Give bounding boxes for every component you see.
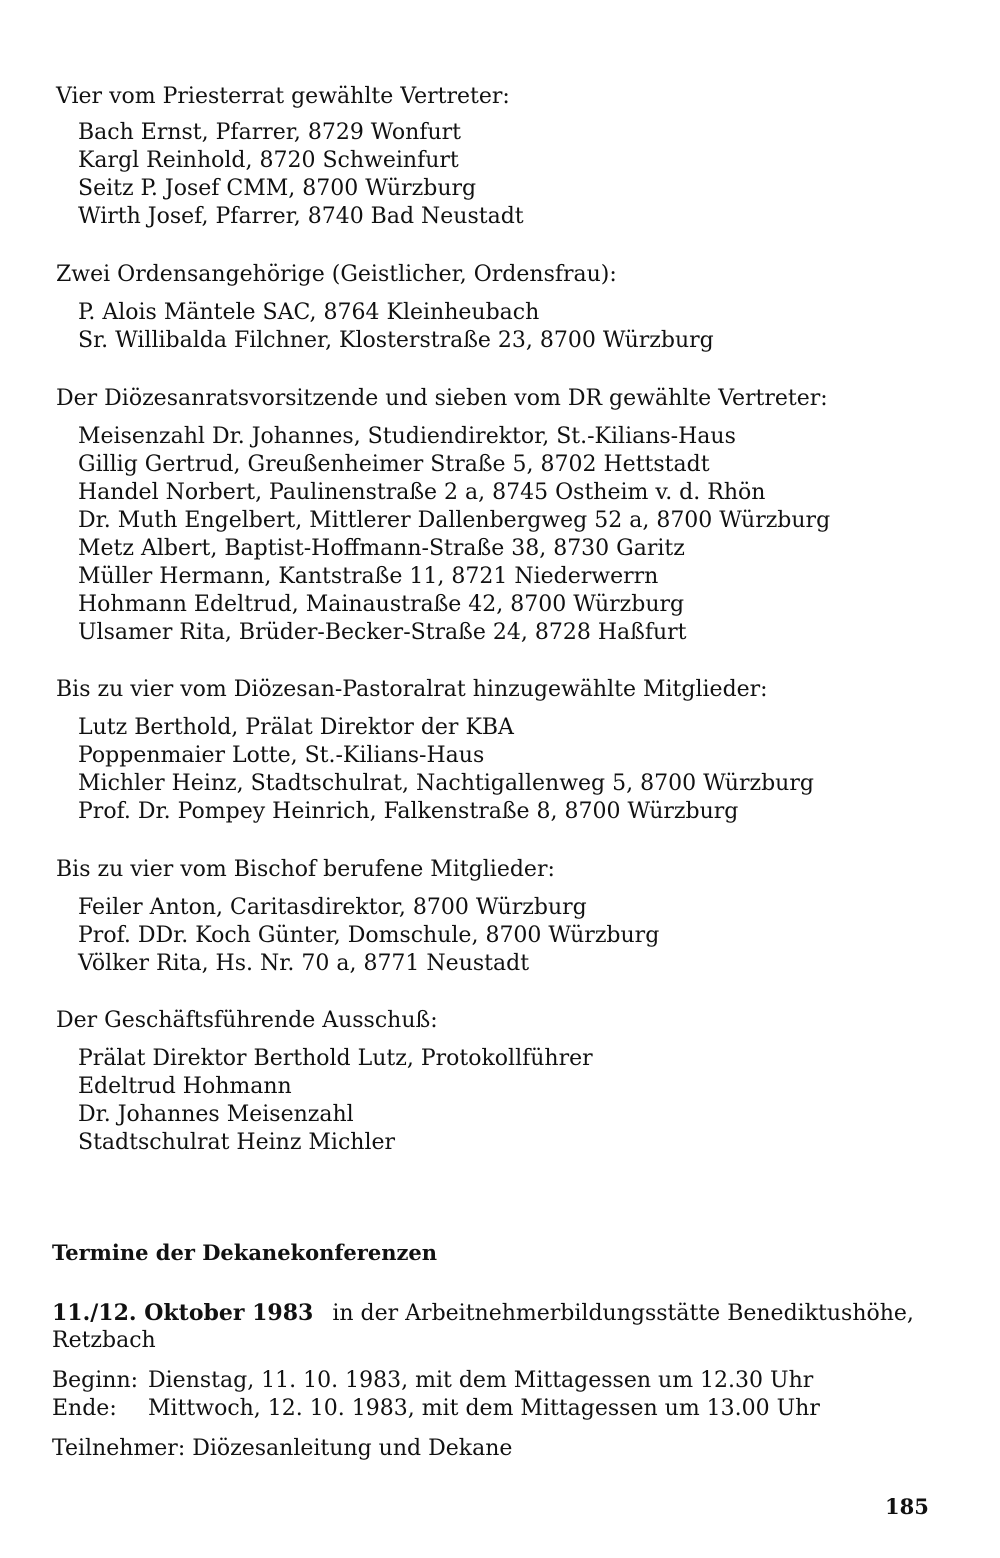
list-item: Michler Heinz, Stadtschulrat, Nachtigallenweg 5, 8700 Würzburg [78,771,814,796]
list-item: Prof. Dr. Pompey Heinrich, Falkenstraße 8, 8700 Würzburg [78,799,739,824]
list-item: Handel Norbert, Paulinenstraße 2 a, 8745 Ostheim v. d. Rhön [78,480,766,505]
list-item: Gillig Gertrud, Greußenheimer Straße 5, 8702 Hettstadt [78,452,710,477]
section-heading-hinzugewaehlte: Bis zu vier vom Diözesan-Pastoralrat hinzugewählte Mitglieder: [56,677,768,702]
list-item: Poppenmaier Lotte, St.-Kilians-Haus [78,743,485,768]
begin-label: Beginn: [52,1368,139,1393]
end-label: Ende: [52,1396,117,1421]
list-item: Seitz P. Josef CMM, 8700 Würzburg [78,176,477,201]
section-heading-bischof: Bis zu vier vom Bischof berufene Mitglieder: [56,857,555,882]
list-item: Hohmann Edeltrud, Mainaustraße 42, 8700 Würzburg [78,592,685,617]
list-item: Dr. Muth Engelbert, Mittlerer Dallenbergweg 52 a, 8700 Würzburg [78,508,831,533]
list-item: P. Alois Mäntele SAC, 8764 Kleinheubach [78,300,540,325]
list-item: Dr. Johannes Meisenzahl [78,1102,354,1127]
list-item: Edeltrud Hohmann [78,1074,292,1099]
section-heading-ausschuss: Der Geschäftsführende Ausschuß: [56,1008,438,1033]
list-item: Meisenzahl Dr. Johannes, Studiendirektor, St.-Kilians-Haus [78,424,736,449]
list-item: Müller Hermann, Kantstraße 11, 8721 Niederwerrn [78,564,659,589]
list-item: Wirth Josef, Pfarrer, 8740 Bad Neustadt [78,204,524,229]
page-number: 185 [885,1494,929,1519]
list-item: Stadtschulrat Heinz Michler [78,1130,396,1155]
termine-place: Retzbach [52,1328,156,1353]
list-item: Prof. DDr. Koch Günter, Domschule, 8700 Würzburg [78,923,660,948]
list-item: Metz Albert, Baptist-Hoffmann-Straße 38, 8730 Garitz [78,536,685,561]
begin-text: Dienstag, 11. 10. 1983, mit dem Mittagessen um 12.30 Uhr [148,1368,814,1393]
list-item: Völker Rita, Hs. Nr. 70 a, 8771 Neustadt [78,951,530,976]
list-item: Ulsamer Rita, Brüder-Becker-Straße 24, 8728 Haßfurt [78,620,687,645]
termine-heading: Termine der Dekanekonferenzen [52,1240,438,1265]
list-item: Sr. Willibalda Filchner, Klosterstraße 23, 8700 Würzburg [78,328,714,353]
section-heading-ordensangehoerige: Zwei Ordensangehörige (Geistlicher, Ordensfrau): [56,262,617,287]
end-text: Mittwoch, 12. 10. 1983, mit dem Mittagessen um 13.00 Uhr [148,1396,820,1421]
termine-date: 11./12. Oktober 1983 [52,1300,314,1326]
list-item: Kargl Reinhold, 8720 Schweinfurt [78,148,459,173]
section-heading-dioezesanrat: Der Diözesanratsvorsitzende und sieben vom DR gewählte Vertreter: [56,386,828,411]
list-item: Lutz Berthold, Prälat Direktor der KBA [78,715,514,740]
list-item: Feiler Anton, Caritasdirektor, 8700 Würzburg [78,895,587,920]
termine-date-line [52,1300,914,1326]
termine-location: in der Arbeitnehmerbildungsstätte Benediktushöhe, [332,1301,914,1326]
list-item: Bach Ernst, Pfarrer, 8729 Wonfurt [78,120,462,145]
termine-participants: Teilnehmer: Diözesanleitung und Dekane [52,1436,513,1461]
section-heading-priesterrat: Vier vom Priesterrat gewählte Vertreter: [56,84,510,109]
list-item: Prälat Direktor Berthold Lutz, Protokollführer [78,1046,593,1071]
